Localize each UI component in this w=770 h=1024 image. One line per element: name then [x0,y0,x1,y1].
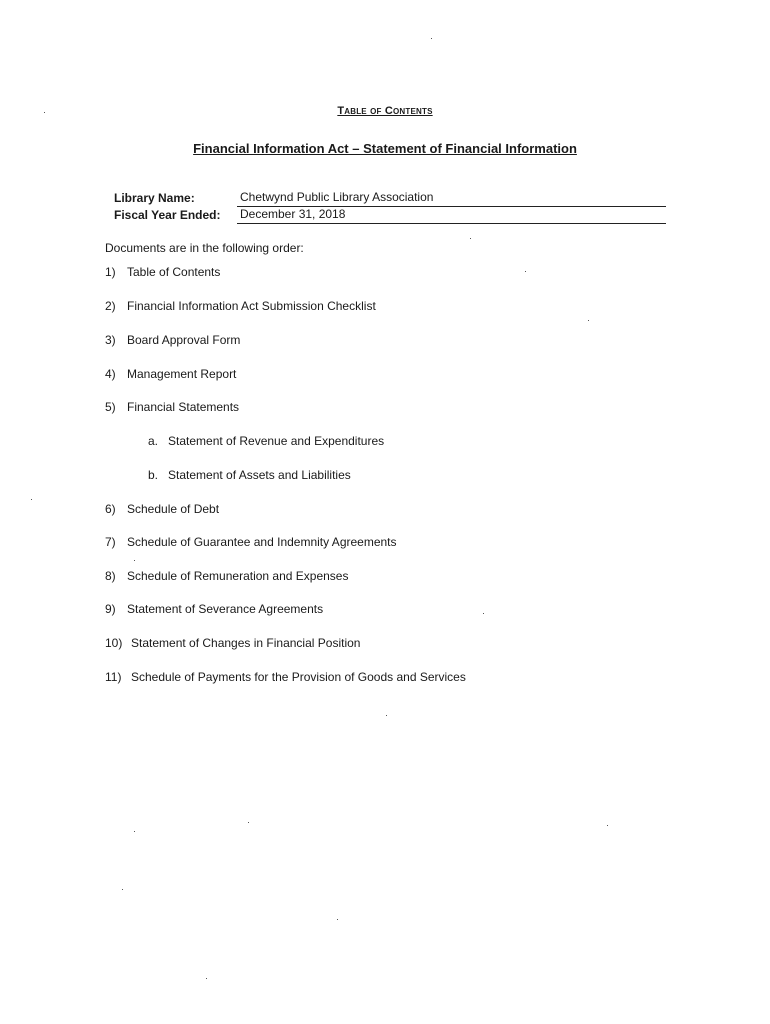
scan-speck [44,112,45,113]
list-item-number: 1) [105,265,116,279]
list-item-number: 11) [105,670,122,684]
scan-speck [134,560,135,561]
list-item [105,299,376,313]
list-item [105,333,240,347]
list-item-text: Statement of Revenue and Expenditures [168,434,385,448]
intro-text: Documents are in the following order: [105,241,304,255]
list-item [105,265,220,279]
list-item-text: Statement of Severance Agreements [127,602,324,616]
list-item-text: Schedule of Remuneration and Expenses [127,569,349,583]
list-item-number: 2) [105,299,116,313]
list-item [105,400,239,414]
list-item [105,569,348,583]
list-item-text: Management Report [127,367,237,381]
scan-speck [122,889,123,890]
list-item [105,636,360,650]
document-heading: Financial Information Act – Statement of Financial Information [193,141,577,156]
list-item-text: Financial Statements [127,400,240,414]
list-item-text: Table of Contents [127,265,221,279]
scan-speck [483,613,484,614]
list-item-number: 3) [105,333,116,347]
scan-speck [31,499,32,500]
list-item-number: 7) [105,535,116,549]
list-item-text: Schedule of Guarantee and Indemnity Agreements [127,535,397,549]
list-item-text: Statement of Changes in Financial Position [131,636,361,650]
list-item-number: a. [148,434,159,448]
list-item [105,535,397,549]
list-item-text: Schedule of Payments for the Provision of Goods and Services [131,670,466,684]
scan-speck [248,822,249,823]
library-name-value: Chetwynd Public Library Association [237,189,666,207]
list-item-number: 10) [105,636,123,650]
list-item [105,670,466,684]
list-item-number: b. [148,468,159,482]
list-item [105,602,323,616]
scan-speck [607,825,608,826]
list-item-number: 4) [105,367,116,381]
scan-speck [386,715,387,716]
list-item-number: 6) [105,502,116,516]
list-item-number: 9) [105,602,116,616]
fiscal-year-value: December 31, 2018 [237,206,666,224]
library-name-label: Library Name: [114,191,195,205]
list-item-text: Financial Information Act Submission Checklist [127,299,376,313]
scan-speck [431,38,432,39]
fiscal-year-label: Fiscal Year Ended: [114,208,221,222]
scan-speck [470,238,471,239]
scan-speck [337,919,338,920]
scan-speck [525,271,526,272]
list-item [105,502,219,516]
list-item-number: 8) [105,569,116,583]
scan-speck [588,320,589,321]
scan-speck [206,978,207,979]
list-item-text: Board Approval Form [127,333,241,347]
list-item-text: Statement of Assets and Liabilities [168,468,351,482]
sub-list-item [148,468,351,482]
list-item [105,367,236,381]
sub-list-item [148,434,384,448]
scan-speck [134,831,135,832]
list-item-number: 5) [105,400,116,414]
toc-title: Table of Contents [337,105,433,117]
list-item-text: Schedule of Debt [127,502,220,516]
